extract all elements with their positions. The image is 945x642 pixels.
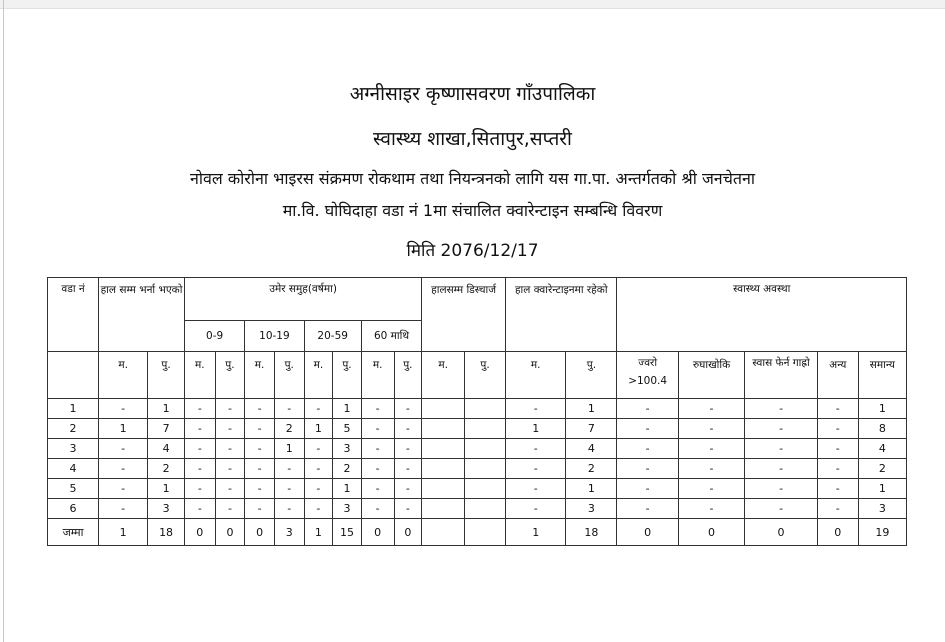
- header-ward: वडा नं: [48, 278, 99, 352]
- ward-number: 2: [48, 419, 99, 439]
- table-cell: 0: [678, 519, 744, 546]
- table-cell: -: [274, 399, 304, 419]
- table-cell: -: [361, 439, 394, 459]
- ward-number: 1: [48, 399, 99, 419]
- table-cell: [422, 519, 465, 546]
- table-cell: 7: [148, 419, 185, 439]
- table-cell: [422, 399, 465, 419]
- table-cell: 1: [858, 399, 906, 419]
- table-cell: -: [745, 399, 818, 419]
- table-cell: -: [745, 419, 818, 439]
- table-cell: -: [817, 439, 858, 459]
- table-cell: -: [215, 459, 245, 479]
- total-row: [48, 519, 907, 546]
- table-cell: -: [678, 439, 744, 459]
- table-cell: 5: [333, 419, 362, 439]
- table-cell: -: [99, 479, 148, 499]
- ward-number: 5: [48, 479, 99, 499]
- header-female: म.: [361, 352, 394, 399]
- table-cell: 18: [148, 519, 185, 546]
- table-cell: -: [617, 439, 678, 459]
- table-cell: -: [304, 399, 333, 419]
- table-cell: 3: [274, 519, 304, 546]
- table-cell: -: [817, 479, 858, 499]
- table-cell: 4: [566, 439, 617, 459]
- table-cell: 4: [148, 439, 185, 459]
- table-cell: -: [394, 459, 422, 479]
- table-cell: 1: [858, 479, 906, 499]
- quarantine-table: [47, 277, 907, 546]
- table-cell: -: [678, 419, 744, 439]
- table-cell: -: [245, 419, 275, 439]
- table-cell: -: [245, 479, 275, 499]
- table-cell: -: [617, 499, 678, 519]
- header-health-status: स्वास्थ्य अवस्था: [617, 278, 907, 352]
- table-cell: 8: [858, 419, 906, 439]
- header-age-60-plus: 60 माथि: [361, 321, 421, 352]
- header-female: म.: [99, 352, 148, 399]
- table-cell: -: [245, 399, 275, 419]
- table-cell: -: [394, 439, 422, 459]
- table-cell: -: [99, 499, 148, 519]
- ward-number: 6: [48, 499, 99, 519]
- table-row: [48, 499, 907, 519]
- table-cell: 1: [274, 439, 304, 459]
- table-cell: -: [745, 499, 818, 519]
- header-age-10-19: 10-19: [245, 321, 304, 352]
- table-cell: 3: [148, 499, 185, 519]
- header-male: पु.: [333, 352, 362, 399]
- header-female: म.: [245, 352, 275, 399]
- header-row-1: [48, 278, 907, 321]
- table-cell: -: [304, 439, 333, 459]
- table-cell: -: [506, 499, 566, 519]
- header-admitted: हाल सम्म भर्ना भएको: [99, 278, 185, 352]
- table-row: [48, 479, 907, 499]
- table-cell: 2: [566, 459, 617, 479]
- header-age-group: उमेर समुह(वर्षमा): [184, 278, 421, 321]
- header-male: पु.: [394, 352, 422, 399]
- table-cell: [422, 459, 465, 479]
- table-cell: 1: [148, 479, 185, 499]
- table-cell: 1: [304, 419, 333, 439]
- table-cell: [422, 419, 465, 439]
- table-cell: -: [274, 459, 304, 479]
- table-cell: 0: [394, 519, 422, 546]
- table-cell: -: [394, 499, 422, 519]
- table-cell: [465, 399, 506, 419]
- header-breathing: स्वास फेर्न गाह्रो: [745, 352, 818, 399]
- table-cell: -: [817, 499, 858, 519]
- table-cell: [465, 479, 506, 499]
- header-fever: ज्वरो >100.4: [617, 352, 678, 399]
- header-male: पु.: [465, 352, 506, 399]
- table-cell: -: [215, 439, 245, 459]
- table-cell: -: [361, 459, 394, 479]
- table-cell: -: [274, 499, 304, 519]
- table-cell: -: [304, 479, 333, 499]
- table-cell: 1: [304, 519, 333, 546]
- table-cell: 1: [566, 479, 617, 499]
- table-cell: 2: [274, 419, 304, 439]
- table-cell: -: [745, 459, 818, 479]
- table-cell: -: [245, 459, 275, 479]
- table-cell: -: [361, 419, 394, 439]
- ward-number: 3: [48, 439, 99, 459]
- table-cell: -: [184, 459, 215, 479]
- table-cell: 2: [333, 459, 362, 479]
- table-cell: 0: [361, 519, 394, 546]
- table-cell: -: [506, 459, 566, 479]
- table-cell: -: [274, 479, 304, 499]
- table-cell: 0: [184, 519, 215, 546]
- table-cell: -: [361, 399, 394, 419]
- table-cell: 1: [333, 479, 362, 499]
- table-cell: -: [215, 479, 245, 499]
- table-cell: 3: [333, 439, 362, 459]
- table-cell: 1: [99, 419, 148, 439]
- table-cell: -: [745, 439, 818, 459]
- table-cell: -: [215, 499, 245, 519]
- health-branch-title: स्वास्थ्य शाखा,सितापुर,सप्तरी: [373, 128, 572, 150]
- table-cell: [465, 419, 506, 439]
- table-cell: -: [394, 399, 422, 419]
- header-male: पु.: [274, 352, 304, 399]
- table-cell: -: [215, 419, 245, 439]
- table-cell: 0: [817, 519, 858, 546]
- table-cell: -: [304, 499, 333, 519]
- table-cell: -: [617, 459, 678, 479]
- table-cell: 18: [566, 519, 617, 546]
- table-cell: 7: [566, 419, 617, 439]
- total-label: जम्मा: [48, 519, 99, 546]
- table-cell: -: [817, 459, 858, 479]
- table-cell: -: [617, 419, 678, 439]
- table-cell: -: [394, 419, 422, 439]
- table-cell: [465, 519, 506, 546]
- report-date: मिति 2076/12/17: [406, 241, 539, 261]
- table-cell: 4: [858, 439, 906, 459]
- table-cell: 0: [745, 519, 818, 546]
- table-cell: [422, 479, 465, 499]
- header-female: म.: [422, 352, 465, 399]
- table-cell: -: [817, 399, 858, 419]
- table-cell: -: [245, 439, 275, 459]
- table-cell: 0: [245, 519, 275, 546]
- table-cell: [465, 439, 506, 459]
- table-cell: [465, 499, 506, 519]
- header-empty: [48, 352, 99, 399]
- table-cell: -: [184, 479, 215, 499]
- table-cell: -: [506, 439, 566, 459]
- table-cell: -: [184, 499, 215, 519]
- table-cell: 1: [148, 399, 185, 419]
- table-body: [48, 399, 907, 546]
- table-cell: -: [245, 499, 275, 519]
- table-cell: -: [99, 439, 148, 459]
- table-cell: -: [394, 479, 422, 499]
- header-female: म.: [304, 352, 333, 399]
- table-cell: -: [99, 459, 148, 479]
- table-cell: -: [506, 479, 566, 499]
- table-cell: -: [184, 419, 215, 439]
- table-cell: 1: [99, 519, 148, 546]
- table-cell: [422, 439, 465, 459]
- table-cell: 1: [506, 419, 566, 439]
- table-cell: 2: [858, 459, 906, 479]
- table-cell: 0: [617, 519, 678, 546]
- table-cell: 19: [858, 519, 906, 546]
- table-row: [48, 399, 907, 419]
- table-cell: -: [617, 479, 678, 499]
- table-cell: -: [506, 399, 566, 419]
- table-cell: 1: [566, 399, 617, 419]
- header-male: पु.: [148, 352, 185, 399]
- table-cell: -: [184, 439, 215, 459]
- header-row-3: [48, 352, 907, 399]
- table-row: [48, 419, 907, 439]
- table-cell: 0: [215, 519, 245, 546]
- table-cell: [465, 459, 506, 479]
- ward-number: 4: [48, 459, 99, 479]
- header-cough: रुघाखोकि: [678, 352, 744, 399]
- table-cell: [422, 499, 465, 519]
- table-cell: 3: [858, 499, 906, 519]
- header-discharged: हालसम्म डिस्चार्ज: [422, 278, 506, 352]
- table-cell: -: [678, 459, 744, 479]
- table-cell: 3: [333, 499, 362, 519]
- table-cell: -: [617, 399, 678, 419]
- table-cell: -: [678, 499, 744, 519]
- municipality-title: अग्नीसाइर कृष्णासवरण गाँउपालिका: [349, 83, 596, 105]
- report-description-line1: नोवल कोरोना भाइरस संक्रमण रोकथाम तथा नियन्त्रनको लागि यस गा.पा. अन्तर्गतको श्री जनचेतना: [190, 169, 755, 188]
- table-cell: 2: [148, 459, 185, 479]
- table-cell: 1: [333, 399, 362, 419]
- table-cell: 3: [566, 499, 617, 519]
- header-female: म.: [506, 352, 566, 399]
- table-cell: -: [361, 499, 394, 519]
- header-normal: समान्य: [858, 352, 906, 399]
- table-cell: -: [678, 399, 744, 419]
- table-row: [48, 459, 907, 479]
- report-description-line2: मा.वि. घोघिदाहा वडा नं 1मा संचालित क्वारेन्टाइन सम्बन्धि विवरण: [282, 201, 663, 220]
- header-age-20-59: 20-59: [304, 321, 361, 352]
- table-cell: -: [184, 399, 215, 419]
- table-cell: -: [817, 419, 858, 439]
- header-male: पु.: [215, 352, 245, 399]
- header-age-0-9: 0-9: [184, 321, 244, 352]
- table-row: [48, 439, 907, 459]
- table-cell: -: [745, 479, 818, 499]
- table-cell: -: [215, 399, 245, 419]
- header-female: म.: [184, 352, 215, 399]
- header-male: पु.: [566, 352, 617, 399]
- table-cell: -: [678, 479, 744, 499]
- table-cell: -: [304, 459, 333, 479]
- table-cell: -: [361, 479, 394, 499]
- header-in-quarantine: हाल क्वारेन्टाइनमा रहेको: [506, 278, 617, 352]
- table-cell: 1: [506, 519, 566, 546]
- table-cell: 15: [333, 519, 362, 546]
- header-other: अन्य: [817, 352, 858, 399]
- table-cell: -: [99, 399, 148, 419]
